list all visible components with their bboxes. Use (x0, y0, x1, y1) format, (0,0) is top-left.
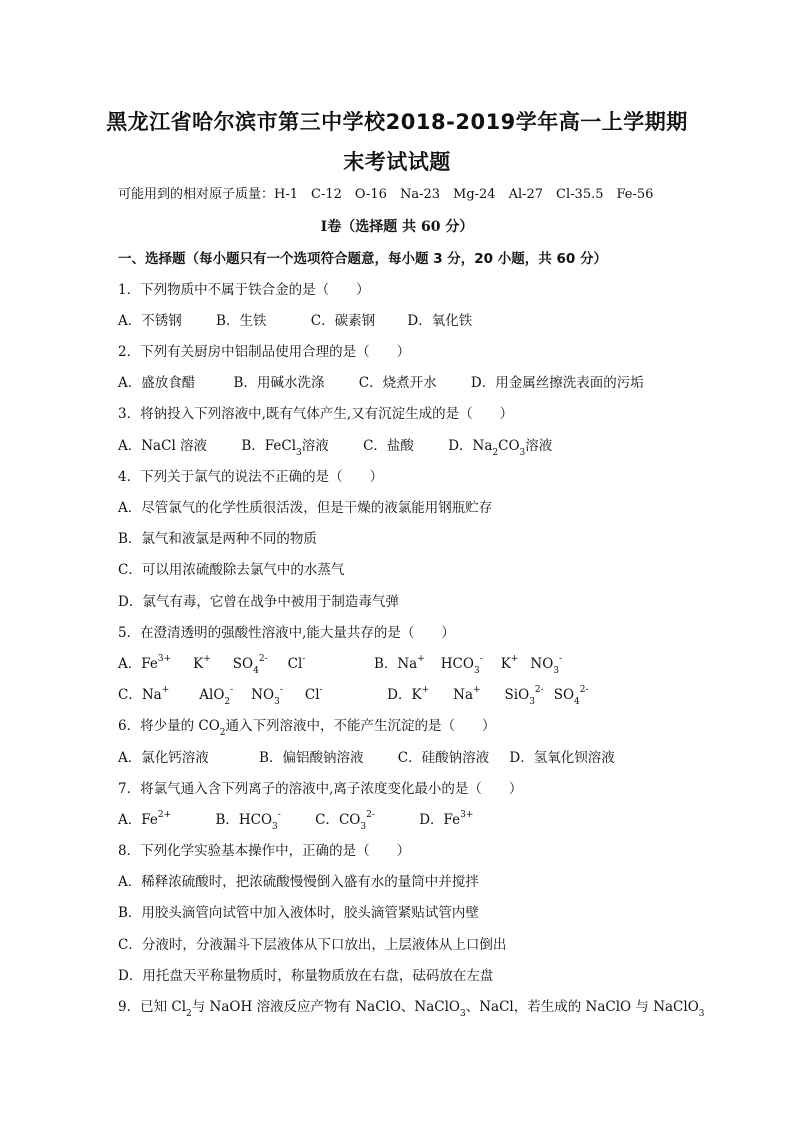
q7-option-b: B．$HCO_3^-$ (215, 809, 281, 832)
q3-option-b: B．FeCl$_3$溶液 (241, 438, 329, 458)
q2-option-c: C．烧煮开水 (358, 375, 437, 391)
q1-option-d: D．氧化铁 (407, 313, 473, 329)
q6-option-d: D．氢氧化钡溶液 (509, 750, 615, 766)
q1-option-b: B．生铁 (216, 313, 267, 329)
q6-option-c: C．硅酸钠溶液 (397, 750, 490, 766)
q7-option-a: A．$Fe^{2+}$ (118, 809, 172, 828)
q8-option-d: D．用托盘天平称量物质时，称量物质放在右盘，砝码放在左盘 (118, 968, 494, 984)
q3-option-c: C．盐酸 (363, 438, 414, 454)
atomic-masses-note: 可能用到的相对原子质量：H-1 C-12 O-16 Na-23 Mg-24 Al-27 Cl-35.5 Fe-56 (118, 187, 654, 202)
question-1-options (118, 312, 472, 330)
question-3-stem: 3．将钠投入下列溶液中,既有气体产生,又有沉淀生成的是（ ） (118, 406, 514, 422)
q6-option-a: A．氯化钙溶液 (118, 750, 209, 766)
q5-option-c: C．Na+ AlO$_2$- $NO_3^-$ Cl- (118, 684, 323, 707)
q4-option-c: C．可以用浓硫酸除去氯气中的水蒸气 (118, 562, 345, 578)
question-6-stem: 6．将少量的 $CO_2$通入下列溶液中，不能产生沉淀的是（ ） (118, 718, 496, 738)
question-3-options (118, 437, 553, 458)
q2-option-d: D．用金属丝擦洗表面的污垢 (470, 375, 644, 391)
q1-option-c: C．碳素钢 (310, 313, 376, 329)
question-7-options (118, 809, 474, 832)
question-5-options-ab (118, 653, 563, 676)
q5-option-b: B．Na+ $HCO_3^-$ K+ $NO_3^-$ (373, 653, 563, 676)
section-1-heading: 一、选择题（每小题只有一个选项符合题意，每小题 3 分，20 小题，共 60 分） (118, 251, 607, 267)
question-2-stem: 2．下列有关厨房中铝制品使用合理的是（ ） (118, 344, 411, 360)
q4-option-a: A．尽管氯气的化学性质很活泼，但是干燥的液氯能用钢瓶贮存 (118, 500, 493, 516)
question-7-stem: 7．将氯气通入含下列离子的溶液中,离子浓度变化最小的是（ ） (118, 781, 523, 797)
q7-option-c: C．$CO_3^{2-}$ (315, 809, 375, 832)
q6-option-b: B．偏铝酸钠溶液 (259, 750, 364, 766)
q2-option-b: B．用碱水洗涤 (233, 375, 325, 391)
q8-option-a: A．稀释浓硫酸时，把浓硫酸慢慢倒入盛有水的量筒中并搅拌 (118, 874, 479, 890)
question-2-options (118, 374, 644, 392)
exam-title-line-2: 末考试试题 (343, 150, 451, 174)
question-1-stem: 1．下列物质中不属于铁合金的是（ ） (118, 282, 370, 298)
q4-option-d: D．氯气有毒，它曾在战争中被用于制造毒气弹 (118, 594, 399, 610)
q3-option-d: D．$Na_2CO_3$溶液 (448, 438, 553, 458)
question-9-stem: 9．已知 $Cl_2$与 NaOH 溶液反应产物有 NaClO、NaClO$_3$、NaCl，若生成的 NaClO 与 NaClO$_3$ (118, 999, 705, 1019)
question-6-options (118, 749, 615, 767)
exam-title-line-1: 黑龙江省哈尔滨市第三中学校2018-2019学年高一上学期期 (106, 110, 688, 134)
q5-option-d: D．K+ Na+ SiO$_3^{2-}$ $SO_4^{2-}$ (387, 684, 589, 707)
q4-option-b: B．氯气和液氯是两种不同的物质 (118, 531, 317, 547)
question-5-stem: 5．在澄清透明的强酸性溶液中,能大量共存的是（ ） (118, 625, 455, 641)
q2-option-a: A．盛放食醋 (118, 375, 196, 391)
question-8-stem: 8．下列化学实验基本操作中，正确的是（ ） (118, 843, 411, 859)
part-1-heading: Ⅰ卷（选择题 共 60 分） (320, 219, 474, 235)
q1-option-a: A．不锈钢 (118, 313, 182, 329)
q8-option-c: C．分液时，分液漏斗下层液体从下口放出，上层液体从上口倒出 (118, 937, 507, 953)
q7-option-d: D．$Fe^{3+}$ (419, 809, 474, 828)
q5-option-a: A．$Fe^{3+}$ K+ $SO_4^{2-}$ Cl- (118, 653, 306, 676)
q8-option-b: B．用胶头滴管向试管中加入液体时，胶头滴管紧贴试管内壁 (118, 905, 479, 921)
question-5-options-cd (118, 684, 589, 707)
question-4-stem: 4．下列关于氯气的说法不正确的是（ ） (118, 469, 384, 485)
q3-option-a: A．NaCl 溶液 (118, 438, 208, 454)
